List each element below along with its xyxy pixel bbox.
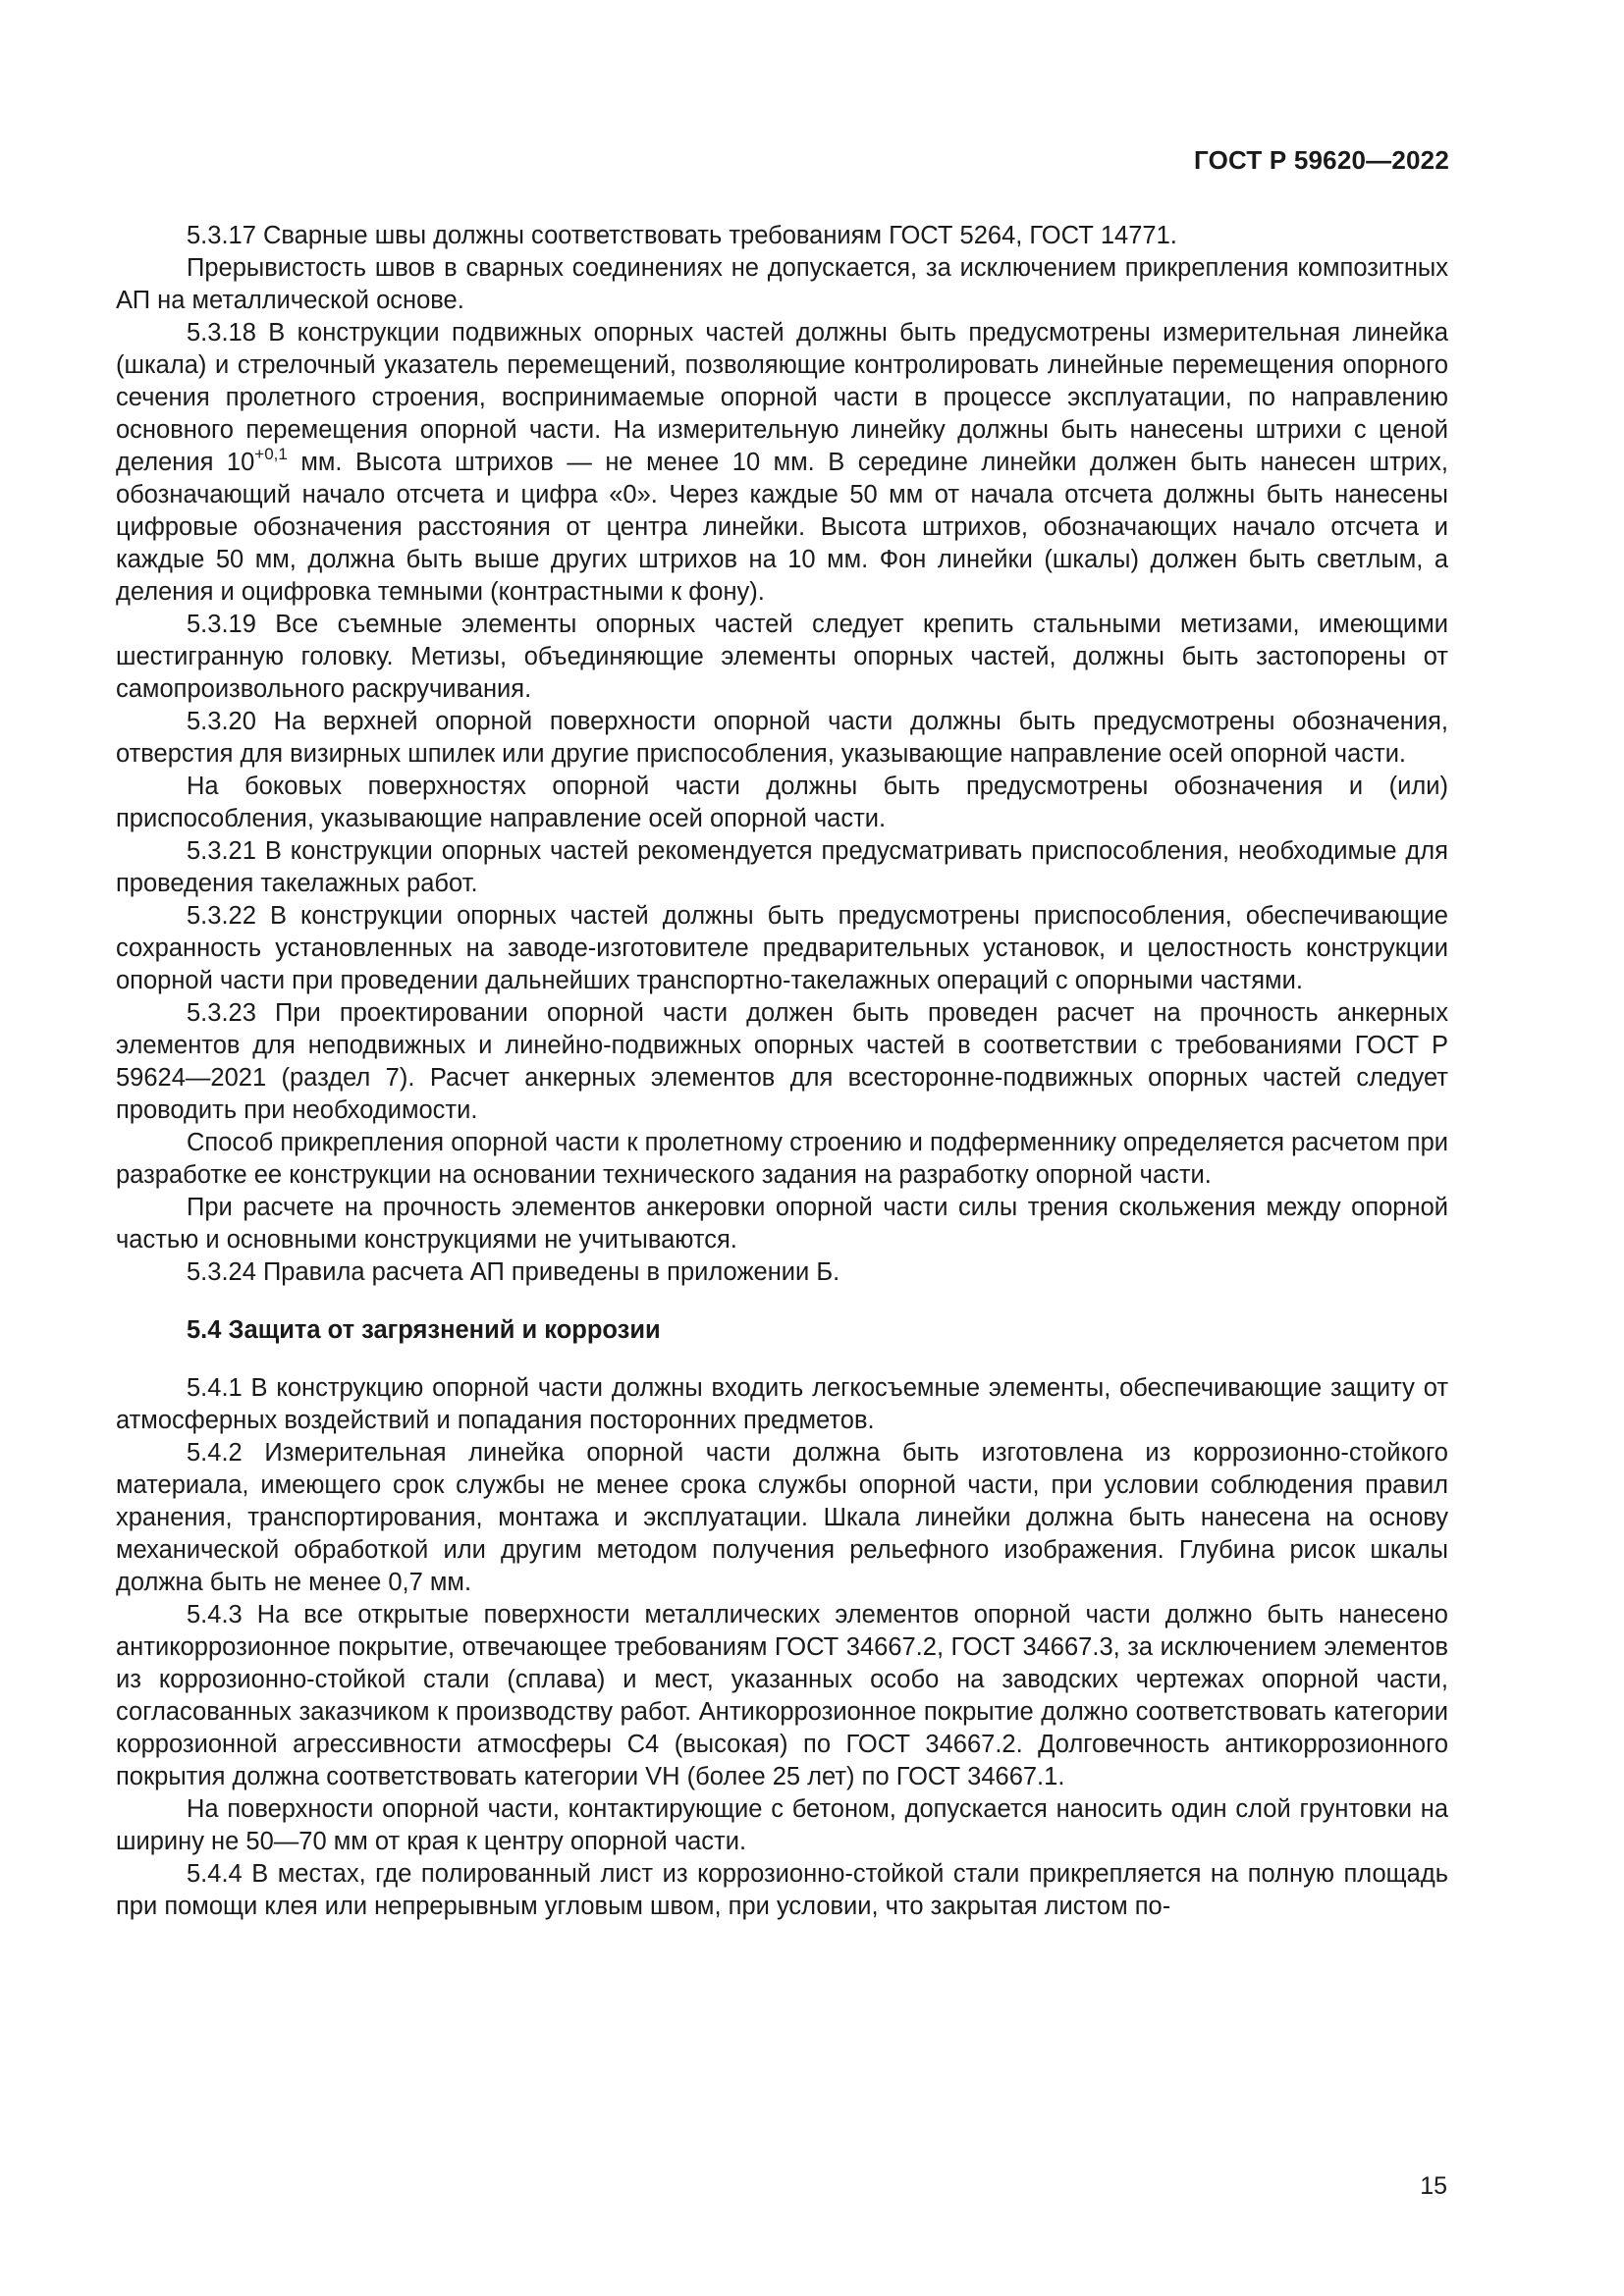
paragraph-side-surfaces: На боковых поверхностях опорной части должны быть предусмотрены обозначения и (или) приспособления, указывающие направление осей опорной части. (116, 773, 1448, 832)
document-standard-number: ГОСТ Р 59620—2022 (1194, 145, 1449, 175)
paragraph-attachment-method: Способ прикрепления опорной части к пролетному строению и подферменнику определяется расчетом при разработке ее конструкции на основании технического задания на разработку опорной части. (116, 1129, 1448, 1189)
paragraph-5-3-22: 5.3.22 В конструкции опорных частей должны быть предусмотрены приспособления, обеспечивающие сохранность установленных на заводе-изготовителе предварительных установок, и целостность конструкции опорной части при проведении дальнейших транспортно-такелажных операций с опорными частями. (116, 902, 1448, 994)
section-heading-5-4: 5.4 Защита от загрязнений и коррозии (187, 1316, 661, 1344)
page-number: 15 (1420, 2172, 1447, 2200)
document-body (116, 220, 1448, 1923)
paragraph-5-3-21: 5.3.21 В конструкции опорных частей рекомендуется предусматривать приспособления, необходимые для проведения такелажных работ. (116, 837, 1448, 897)
paragraph-concrete-contact: На поверхности опорной части, контактирующие с бетоном, допускается наносить один слой грунтовки на ширину не 50—70 мм от края к центру опорной части. (116, 1795, 1448, 1855)
paragraph-anchor-friction: При расчете на прочность элементов анкеровки опорной части силы трения скольжения между опорной частью и основными конструкциями не учитываются. (116, 1194, 1448, 1254)
paragraph-5-3-18-part2: мм. Высота штрихов — не менее 10 мм. В середине линейки должен быть нанесен штрих, обозначающий начало отсчета и цифра «0». Через каждые 50 мм от начала отсчета должны быть нанесены цифровые обозначения расстояния от центра линейки. Высота штрихов, обозначающих начало отсчета и каждые 50 мм, должна быть выше других штрихов на 10 мм. Фон линейки (шкалы) должен быть светлым, а деления и оцифровка темными (контрастными к фону). (116, 449, 1448, 606)
paragraph-5-3-24: 5.3.24 Правила расчета АП приведены в приложении Б. (187, 1258, 840, 1286)
paragraph-5-3-18 (116, 317, 1448, 609)
tolerance-superscript: +0,1 (254, 445, 288, 463)
paragraph-5-3-23: 5.3.23 При проектировании опорной части должен быть проведен расчет на прочность анкерных элементов для неподвижных и линейно-подвижных опорных частей в соответствии с требованиями ГОСТ Р 59624—2021 (раздел 7). Расчет анкерных элементов для всесторонне-подвижных опорных частей следует проводить при необходимости. (116, 999, 1448, 1124)
paragraph-5-4-1: 5.4.1 В конструкцию опорной части должны входить легкосъемные элементы, обеспечивающие защиту от атмосферных воздействий и попадания посторонних предметов. (116, 1374, 1448, 1434)
paragraph-5-3-20: 5.3.20 На верхней опорной поверхности опорной части должны быть предусмотрены обозначения, отверстия для визирных шпилек или другие приспособления, указывающие направление осей опорной части. (116, 708, 1448, 768)
paragraph-5-4-2: 5.4.2 Измерительная линейка опорной части должна быть изготовлена из коррозионно-стойкого материала, имеющего срок службы не менее срока службы опорной части, при условии соблюдения правил хранения, транспортирования, монтажа и эксплуатации. Шкала линейки должна быть нанесена на основу механической обработкой или другим методом получения рельефного изображения. Глубина рисок шкалы должна быть не менее 0,7 мм. (116, 1439, 1448, 1596)
paragraph-5-3-18-part1: 5.3.18 В конструкции подвижных опорных частей должны быть предусмотрены измерительная линейка (шкала) и стрелочный указатель перемещений, позволяющие контролировать линейные перемещения опорного сечения пролетного строения, воспринимаемые опорной части в процессе эксплуатации, по направлению основного перемещения опорной части. На измерительную линейку должны быть нанесены штрихи с ценой деления 10 (116, 319, 1448, 476)
paragraph-5-3-19: 5.3.19 Все съемные элементы опорных частей следует крепить стальными метизами, имеющими шестигранную головку. Метизы, объединяющие элементы опорных частей, должны быть застопорены от самопроизвольного раскручивания. (116, 611, 1448, 703)
paragraph-5-4-3: 5.4.3 На все открытые поверхности металлических элементов опорной части должно быть нанесено антикоррозионное покрытие, отвечающее требованиям ГОСТ 34667.2, ГОСТ 34667.3, за исключением элементов из коррозионно-стойкой стали (сплава) и мест, указанных особо на заводских чертежах опорной части, согласованных заказчиком к производству работ. Антикоррозионное покрытие должно соответствовать категории коррозионной агрессивности атмосферы С4 (высокая) по ГОСТ 34667.2. Долговечность антикоррозионного покрытия должна соответствовать категории VH (более 25 лет) по ГОСТ 34667.1. (116, 1601, 1448, 1790)
paragraph-5-3-17: 5.3.17 Сварные швы должны соответствовать требованиям ГОСТ 5264, ГОСТ 14771. (187, 222, 1177, 249)
paragraph-weld-discontinuity: Прерывистость швов в сварных соединениях не допускается, за исключением прикрепления композитных АП на металлической основе. (116, 254, 1448, 314)
paragraph-5-4-4: 5.4.4 В местах, где полированный лист из коррозионно-стойкой стали прикрепляется на полную площадь при помощи клея или непрерывным угловым швом, при условии, что закрытая листом по- (116, 1860, 1448, 1920)
